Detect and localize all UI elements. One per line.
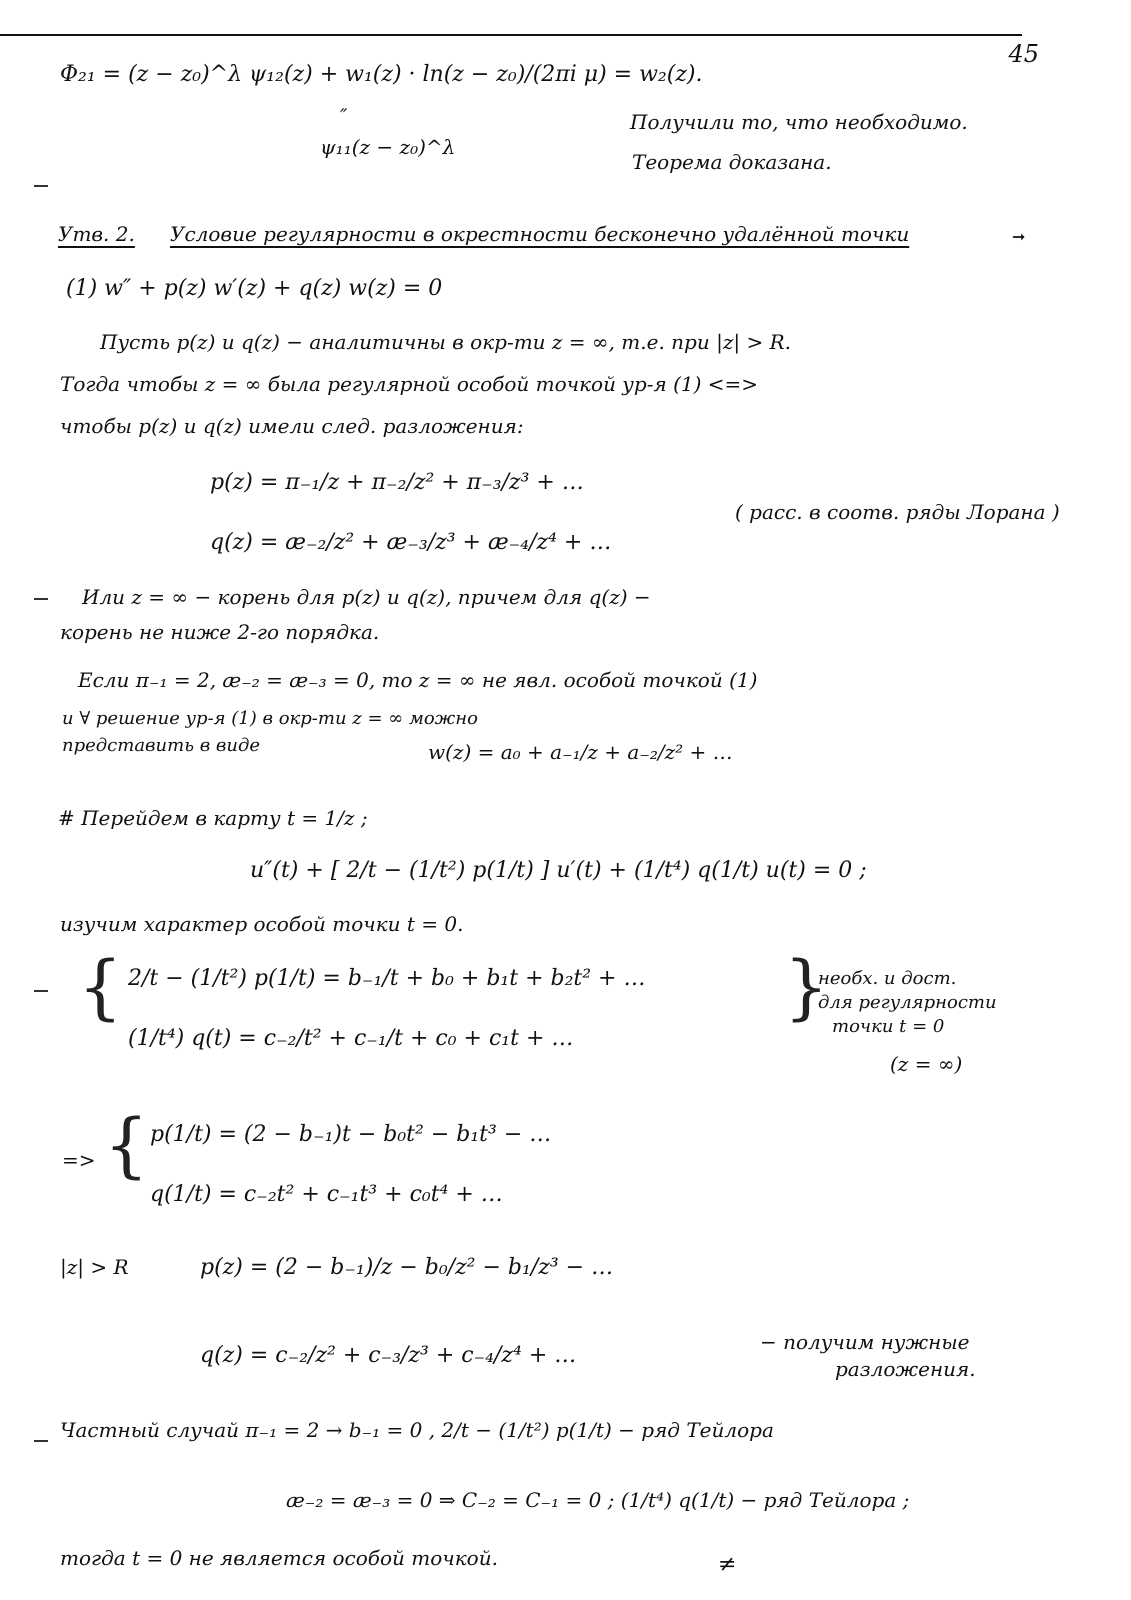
margin-mark [34,990,48,992]
root-line-2: корень не ниже 2-го порядка. [60,620,380,644]
change-line-2: изучим характер особой точки t = 0. [60,912,464,936]
equals-mark: ″ [340,104,348,128]
statement-title-text: Условие регулярности в окрестности бесконечно удалённой точки [170,222,910,246]
implies-eq-2: q(1/t) = c₋₂t² + c₋₁t³ + c₀t⁴ + … [150,1182,503,1207]
right-brace-icon: } [784,946,829,1028]
implies-arrow: => [62,1148,96,1172]
particular-line-3: тогда t = 0 не является особой точкой. [60,1546,498,1570]
system-eq-1: 2/t − (1/t²) p(1/t) = b₋₁/t + b₀ + b₁t + b₂t² + … [128,966,646,991]
margin-mark [34,185,48,187]
result-note: Получили то, что необходимо. [630,110,968,134]
expansion-p: p(z) = π₋₁/z + π₋₂/z² + π₋₃/z³ + … [210,470,584,495]
margin-mark [34,598,48,600]
result-note-2: разложения. [835,1357,976,1381]
system-note-2: для регулярности [818,992,997,1013]
system-note-1: необх. и дост. [818,968,957,989]
text-line-1: Пусть p(z) и q(z) − аналитичны в окр-ти z = ∞, т.е. при |z| > R. [100,330,791,354]
particular-line-2: æ₋₂ = æ₋₃ = 0 ⇒ C₋₂ = C₋₁ = 0 ; (1/t⁴) q(1/t) − ряд Тейлора ; [286,1488,910,1512]
result-q: q(z) = c₋₂/z² + c₋₃/z³ + c₋₄/z⁴ + … [200,1343,577,1368]
text-line-2: Тогда чтобы z = ∞ была регулярной особой точкой ур-я (1) <=> [60,372,759,396]
root-line-1: Или z = ∞ − корень для p(z) и q(z), причем для q(z) − [82,585,651,609]
system-eq-2: (1/t⁴) q(t) = c₋₂/t² + c₋₁/t + c₀ + c₁t + … [128,1026,574,1051]
expansion-q: q(z) = æ₋₂/z² + æ₋₃/z³ + æ₋₄/z⁴ + … [210,530,612,555]
change-line-1: # Перейдем в карту t = 1/z ; [58,806,368,830]
laurent-note: ( расс. в соотв. ряды Лорана ) [735,500,1060,524]
end-mark: ≠ [718,1552,737,1577]
implies-brace-icon: { [104,1104,149,1186]
text-line-3: чтобы p(z) и q(z) имели след. разложения: [60,414,524,438]
result-note-1: − получим нужные [760,1330,970,1354]
psi-note: ψ₁₁(z − z₀)^λ [320,135,456,159]
special-line-3: представить в виде [62,735,261,756]
left-brace-icon: { [78,946,123,1028]
system-note-3: точки t = 0 [832,1016,945,1037]
special-line-2: и ∀ решение ур-я (1) в окр-ти z = ∞ можно [62,708,478,729]
particular-line-1: Частный случай π₋₁ = 2 → b₋₁ = 0 , 2/t − (1/t²) p(1/t) − ряд Тейлора [60,1418,774,1442]
page-number: 45 [1008,40,1039,68]
proof-note: Теорема доказана. [632,150,832,174]
statement-label-text: Утв. 2. [58,222,135,246]
special-line-1: Если π₋₁ = 2, æ₋₂ = æ₋₃ = 0, то z = ∞ не явл. особой точкой (1) [78,668,758,692]
special-formula: w(z) = a₀ + a₋₁/z + a₋₂/z² + … [428,740,733,764]
system-note-4: (z = ∞) [890,1052,963,1076]
equation-1: (1) w″ + p(z) w′(z) + q(z) w(z) = 0 [66,276,443,301]
statement-title [170,222,909,246]
result-p: p(z) = (2 − b₋₁)/z − b₀/z² − b₁/z³ − … [200,1255,614,1280]
arrow-icon: ➞ [1012,227,1026,246]
result-condition: |z| > R [60,1255,129,1279]
top-formula: Φ₂₁ = (z − z₀)^λ ψ₁₂(z) + w₁(z) · ln(z − z₀)/(2πi μ) = w₂(z). [60,62,703,87]
change-equation: u″(t) + [ 2/t − (1/t²) p(1/t) ] u′(t) + (1/t⁴) q(1/t) u(t) = 0 ; [250,858,867,883]
margin-mark [34,1440,48,1442]
top-rule [0,34,1022,36]
implies-eq-1: p(1/t) = (2 − b₋₁)t − b₀t² − b₁t³ − … [150,1122,552,1147]
statement-label [58,222,135,246]
